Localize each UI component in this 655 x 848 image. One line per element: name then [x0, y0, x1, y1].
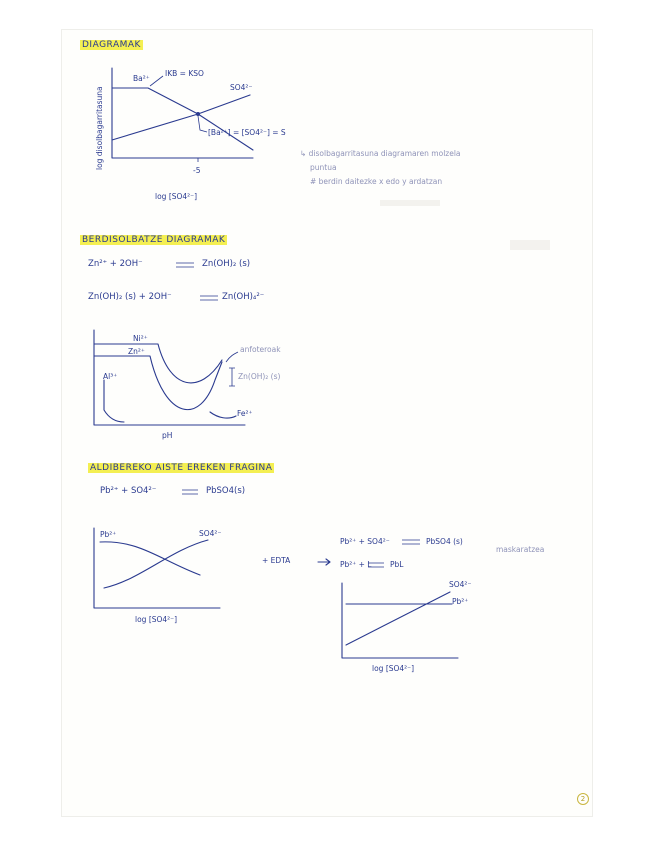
graph3b-axes [342, 583, 458, 658]
graph3a-so4-curve [104, 540, 208, 588]
solubility-diagram-3a [94, 528, 220, 608]
curve-label-ba: Ba²⁺ [133, 74, 150, 83]
plus-edta-label: + EDTA [262, 556, 291, 565]
note-line-1: ↳ disolbagarritasuna diagramaren molzela [300, 149, 461, 158]
label-anfoteroak: anfoteroak [240, 345, 281, 354]
ikb-label: IKB = KSO [165, 69, 204, 78]
page-number: 2 [577, 793, 589, 805]
section1-y-axis-label: log disolbagarritasuna [95, 86, 104, 170]
label-znoh: Zn(OH)₂ (s) [238, 372, 281, 381]
section3-equation-3-left: Pb²⁺ + L [340, 560, 372, 569]
section2-x-axis-label: pH [162, 431, 173, 440]
label-zn: Zn²⁺ [128, 347, 145, 356]
section3-equation-3-right: PbL [390, 560, 404, 569]
graph3a-label-pb: Pb²⁺ [100, 530, 117, 539]
label-al: Al³⁺ [103, 372, 118, 381]
section1-x-axis-label: log [SO4²⁻] [155, 192, 198, 201]
section3-equation-2-left: Pb²⁺ + SO4²⁻ [340, 537, 390, 546]
graph3a-x-axis-label: log [SO4²⁻] [135, 615, 178, 624]
graph3b-label-so4: SO4²⁻ [449, 580, 472, 589]
reaction-arrow [318, 559, 330, 565]
section3-heading: ALDIBEREKO AISTE EREKEN FRAGINA [90, 463, 273, 473]
fe-curve [210, 412, 236, 418]
graph3b-so4-line [346, 592, 450, 645]
intersection-label: [Ba²⁺] = [SO4²⁻] = S [208, 128, 286, 137]
section3-equation-2-right: PbSO4 (s) [426, 537, 463, 546]
note-line-3: # berdin daitezke x edo y ardatzan [310, 177, 443, 186]
label-fe: Fe²⁺ [237, 409, 253, 418]
section3-equation-left: Pb²⁺ + SO4²⁻ [100, 486, 157, 496]
curve-label-so4: SO4²⁻ [230, 83, 253, 92]
intersection-point [196, 112, 200, 116]
equation-2-right: Zn(OH)₄²⁻ [222, 292, 265, 302]
znoh-bracket [229, 368, 235, 386]
solubility-diagram-3b [342, 583, 458, 658]
graph3b-label-pb: Pb²⁺ [452, 597, 469, 606]
graph3b-x-axis-label: log [SO4²⁻] [372, 664, 415, 673]
ikb-arrow [150, 76, 163, 86]
graph3a-pb-curve [100, 542, 200, 575]
note-line-2: puntua [310, 163, 337, 172]
maskaratzea-label: maskaratzea [496, 545, 545, 554]
section1-heading: DIAGRAMAK [82, 40, 141, 50]
equilibrium-arrows [176, 263, 420, 567]
section2-heading: BERDISOLBATZE DIAGRAMAK [82, 235, 226, 245]
equation-1-left: Zn²⁺ + 2OH⁻ [88, 259, 143, 269]
tick-label: -5 [193, 166, 201, 175]
section3-equation-right: PbSO4(s) [206, 486, 246, 496]
zn-curve [94, 356, 222, 410]
equation-2-left: Zn(OH)₂ (s) + 2OH⁻ [88, 292, 172, 302]
label-ni: Ni²⁺ [133, 334, 148, 343]
equation-1-right: Zn(OH)₂ (s) [202, 259, 251, 269]
graph3a-axes [94, 528, 220, 608]
graph3a-label-so4: SO4²⁻ [199, 529, 222, 538]
al-curve [104, 380, 124, 422]
anfoteroak-arrow [226, 352, 238, 362]
